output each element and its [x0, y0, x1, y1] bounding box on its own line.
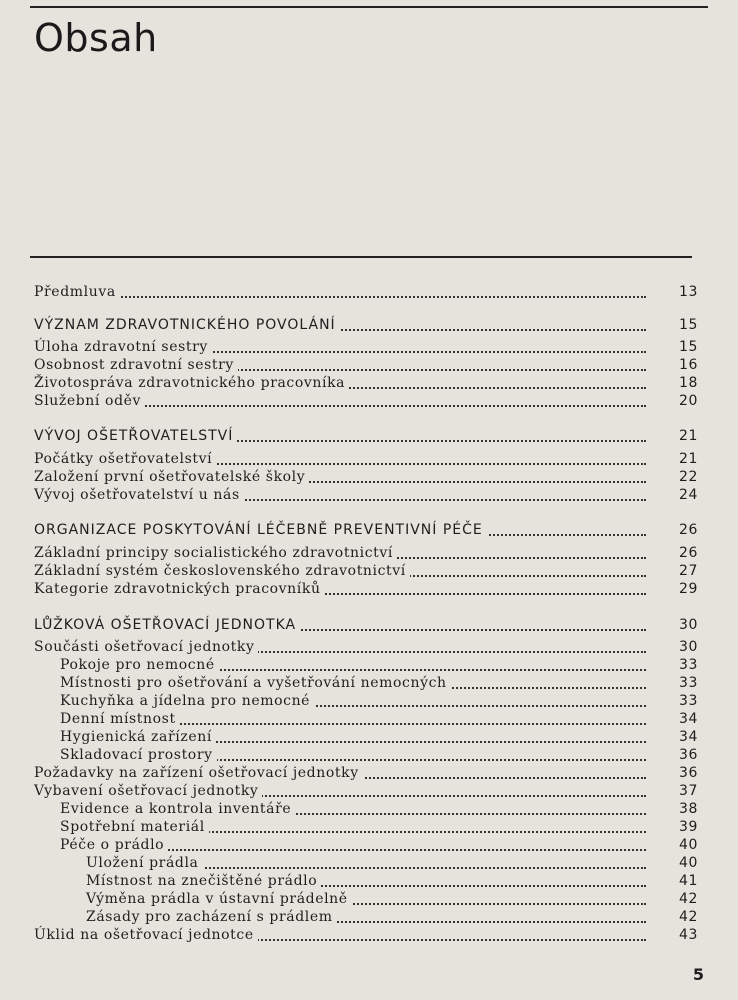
toc-entry-title: Služební oděv: [34, 392, 145, 410]
toc-entry-title: Vývoj ošetřovatelství u nás: [34, 486, 244, 504]
toc-entry[interactable]: [0, 746, 738, 764]
page-number: 5: [692, 965, 704, 984]
toc-entry[interactable]: [0, 836, 738, 854]
toc-entry-title: Skladovací prostory: [60, 746, 217, 764]
toc-page-number: 39: [678, 819, 698, 835]
toc-entry[interactable]: [0, 356, 738, 374]
toc-page-number: 36: [678, 747, 698, 763]
toc-entry-title: Osobnost zdravotní sestry: [34, 356, 238, 374]
toc-entry-title: Založení první ošetřovatelské školy: [34, 468, 309, 486]
toc-entry[interactable]: [0, 800, 738, 818]
toc-entry[interactable]: [0, 656, 738, 674]
toc-page-number: 29: [678, 581, 698, 597]
toc-entry[interactable]: [0, 486, 738, 504]
toc-entry-title: Uložení prádla: [86, 854, 203, 872]
toc-entry[interactable]: [0, 450, 738, 468]
toc-entry-title: Životospráva zdravotnického pracovníka: [34, 374, 349, 392]
toc-entry-title: Hygienická zařízení: [60, 728, 216, 746]
toc-entry-title: Kuchyňka a jídelna pro nemocné: [60, 692, 314, 710]
toc-page-number: 34: [678, 711, 698, 727]
toc-entry[interactable]: [0, 692, 738, 710]
toc-entry-title: Součásti ošetřovací jednotky: [34, 638, 258, 656]
toc-entry[interactable]: [0, 728, 738, 746]
toc-entry-title: LŮŽKOVÁ OŠETŘOVACÍ JEDNOTKA: [34, 616, 300, 634]
toc-entry-title: Požadavky na zařízení ošetřovací jednotky: [34, 764, 363, 782]
toc-entry[interactable]: [0, 818, 738, 836]
toc-entry-title: Základní principy socialistického zdravotnictví: [34, 544, 397, 562]
toc-entry-title: Základní systém československého zdravotnictví: [34, 562, 410, 580]
toc-entry[interactable]: [0, 710, 738, 728]
toc-entry-title: Zásady pro zacházení s prádlem: [86, 908, 337, 926]
toc-chapter-heading[interactable]: [0, 316, 738, 334]
toc-entry[interactable]: [0, 392, 738, 410]
toc-page-number: 30: [678, 617, 698, 633]
toc-entry[interactable]: [0, 580, 738, 598]
toc-entry-title: Místnost na znečištěné prádlo: [86, 872, 321, 890]
toc-page-number: 18: [678, 375, 698, 391]
toc-entry-title: Místnosti pro ošetřování a vyšetřování nemocných: [60, 674, 451, 692]
toc-entry[interactable]: [0, 890, 738, 908]
toc-page-number: 15: [678, 317, 698, 333]
toc-page-number: 38: [678, 801, 698, 817]
toc-page-number: 26: [678, 545, 698, 561]
toc-page-number: 40: [678, 837, 698, 853]
toc-entry-title: Úklid na ošetřovací jednotce: [34, 926, 258, 944]
toc-page-number: 40: [678, 855, 698, 871]
toc-entry[interactable]: [0, 283, 738, 301]
toc-entry[interactable]: [0, 854, 738, 872]
toc-page-number: 33: [678, 657, 698, 673]
toc-page-number: 36: [678, 765, 698, 781]
toc-page-number: 37: [678, 783, 698, 799]
toc-page-number: 27: [678, 563, 698, 579]
toc-page-number: 30: [678, 639, 698, 655]
toc-chapter-heading[interactable]: [0, 521, 738, 539]
toc-entry[interactable]: [0, 764, 738, 782]
toc-entry[interactable]: [0, 338, 738, 356]
toc-page-number: 22: [678, 469, 698, 485]
toc-page-number: 41: [678, 873, 698, 889]
toc-entry-title: Péče o prádlo: [60, 836, 168, 854]
toc-entry[interactable]: [0, 782, 738, 800]
toc-chapter-heading[interactable]: [0, 427, 738, 445]
toc-entry[interactable]: [0, 638, 738, 656]
toc-entry-title: Pokoje pro nemocné: [60, 656, 219, 674]
toc-page-number: 33: [678, 675, 698, 691]
toc-page-number: 34: [678, 729, 698, 745]
toc-entry-title: Evidence a kontrola inventáře: [60, 800, 295, 818]
toc-entry-title: Kategorie zdravotnických pracovníků: [34, 580, 325, 598]
toc-page-number: 26: [678, 522, 698, 538]
toc-page-number: 42: [678, 891, 698, 907]
toc-entry-title: Výměna prádla v ústavní prádelně: [86, 890, 352, 908]
toc-entry-title: Úloha zdravotní sestry: [34, 338, 212, 356]
toc-entry-title: ORGANIZACE POSKYTOVÁNÍ LÉČEBNĚ PREVENTIVNÍ PÉČE: [34, 521, 487, 539]
page-title: Obsah: [34, 16, 158, 60]
toc-entry[interactable]: [0, 872, 738, 890]
toc-page-number: 20: [678, 393, 698, 409]
toc-entry[interactable]: [0, 674, 738, 692]
toc-page-number: 24: [678, 487, 698, 503]
toc-entry-title: Počátky ošetřovatelství: [34, 450, 216, 468]
toc-page-number: 33: [678, 693, 698, 709]
toc-page-number: 42: [678, 909, 698, 925]
toc-entry[interactable]: [0, 908, 738, 926]
toc-page-number: 15: [678, 339, 698, 355]
toc-entry-title: Spotřební materiál: [60, 818, 209, 836]
toc-page-number: 21: [678, 428, 698, 444]
toc-entry[interactable]: [0, 468, 738, 486]
toc-entry-title: VÝZNAM ZDRAVOTNICKÉHO POVOLÁNÍ: [34, 316, 340, 334]
toc-page-number: 13: [678, 284, 698, 300]
toc-entry-title: Vybavení ošetřovací jednotky: [34, 782, 262, 800]
toc-entry[interactable]: [0, 544, 738, 562]
toc-entry-title: Předmluva: [34, 283, 120, 301]
toc-entry[interactable]: [0, 374, 738, 392]
toc-leader-dots: [34, 283, 646, 298]
toc-entry-title: VÝVOJ OŠETŘOVATELSTVÍ: [34, 427, 237, 445]
toc-entry[interactable]: [0, 926, 738, 944]
toc-page-number: 43: [678, 927, 698, 943]
toc-chapter-heading[interactable]: [0, 616, 738, 634]
toc-entry[interactable]: [0, 562, 738, 580]
toc-page-number: 21: [678, 451, 698, 467]
toc-page-number: 16: [678, 357, 698, 373]
toc-entry-title: Denní místnost: [60, 710, 180, 728]
